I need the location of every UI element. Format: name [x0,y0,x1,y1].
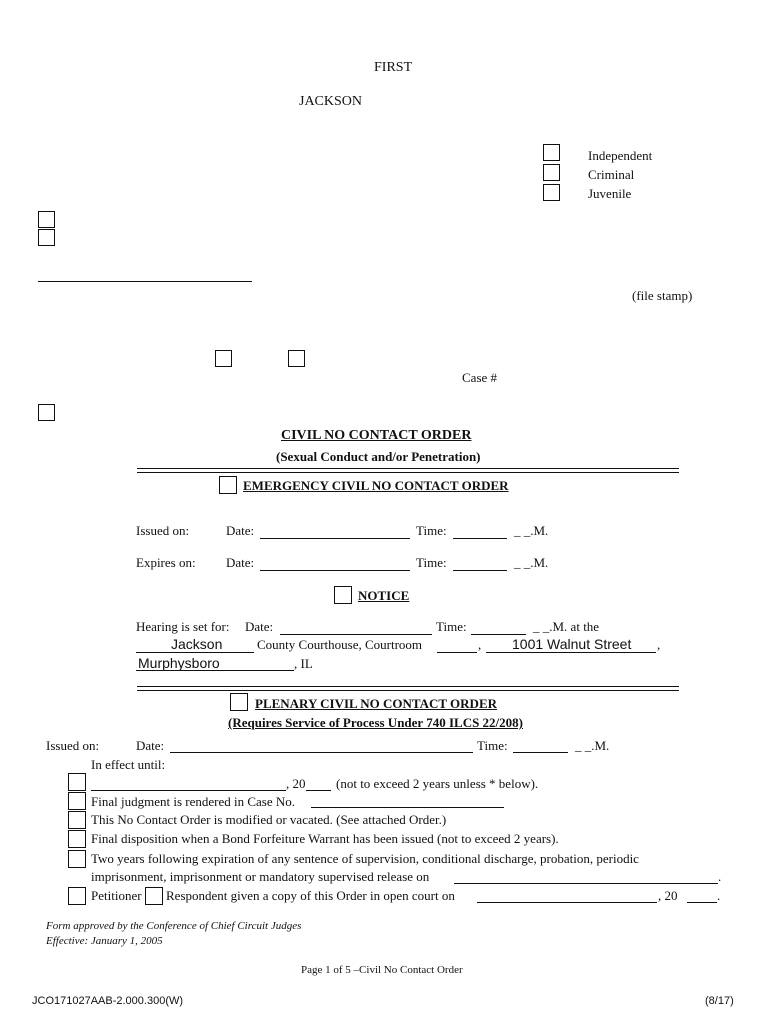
checkbox-party-b[interactable] [38,229,55,246]
form-revision: (8/17) [705,995,734,1007]
plenary-heading: PLENARY CIVIL NO CONTACT ORDER [255,696,497,711]
hearing-time-label: Time: [436,619,467,634]
file-stamp-label: (file stamp) [632,288,693,303]
emergency-expires-time-label: Time: [416,555,447,570]
checkbox-two-years[interactable] [68,850,86,868]
checkbox-independent[interactable] [543,144,560,161]
modified-text: This No Contact Order is modified or vacated. (See attached Order.) [91,812,447,827]
release-date-field[interactable] [454,883,718,884]
until-year-field[interactable] [306,790,331,791]
until-date-field[interactable] [91,790,286,791]
plenary-date-label: Date: [136,738,165,753]
plenary-time-label: Time: [477,738,508,753]
state-label: , IL [294,656,313,671]
emergency-expires-date-field[interactable] [260,570,410,571]
city-field[interactable]: Murphysboro [138,655,220,671]
emergency-issued-time-label: Time: [416,523,447,538]
section-divider-2 [137,686,679,691]
address-field-line[interactable] [486,652,656,653]
checkbox-modified[interactable] [68,811,86,829]
county-field-line[interactable] [136,652,254,653]
address-comma: , [657,637,661,652]
emergency-expires-ampm: _ _.M. [514,555,549,570]
copy-date-field[interactable] [477,902,657,903]
page-number: Page 1 of 5 –Civil No Contact Order [301,964,463,976]
checkbox-plenary[interactable] [230,693,248,711]
checkbox-until-date[interactable] [68,773,86,791]
page-subtitle: (Sexual Conduct and/or Penetration) [276,449,481,464]
checkbox-respondent-type[interactable] [288,350,305,367]
division-juvenile: Juvenile [588,186,632,201]
not-exceed-text: (not to exceed 2 years unless * below). [336,776,539,791]
copy-date-20: , 20 [658,888,678,903]
plenary-time-field[interactable] [513,752,568,753]
case-number-label: Case # [462,370,498,385]
checkbox-notice[interactable] [334,586,352,604]
respondent-copy-text: Respondent given a copy of this Order in open court on [166,888,455,903]
division-independent: Independent [588,148,653,163]
final-judgment-text: Final judgment is rendered in Case No. [91,794,295,809]
plenary-issued-label: Issued on: [46,738,100,753]
form-code: JCO171027AAB-2.000.300(W) [32,995,184,1007]
final-disposition-text: Final disposition when a Bond Forfeiture Warrant has been issued (not to exceed 2 years). [91,831,559,846]
checkbox-criminal[interactable] [543,164,560,181]
emergency-expires-time-field[interactable] [453,570,507,571]
hearing-time-field[interactable] [471,634,526,635]
courthouse-text: County Courthouse, Courtroom [257,637,423,652]
page-title: CIVIL NO CONTACT ORDER [281,428,472,443]
two-years-text-2: imprisonment, imprisonment or mandatory supervised release on [91,869,430,884]
checkbox-party-c[interactable] [38,404,55,421]
case-no-field[interactable] [311,807,504,808]
checkbox-party-a[interactable] [38,211,55,228]
hearing-date-field[interactable] [280,634,432,635]
address-field[interactable]: 1001 Walnut Street [512,636,632,652]
checkbox-juvenile[interactable] [543,184,560,201]
copy-period: . [717,888,721,903]
party-name-line[interactable] [38,281,252,282]
county-name: JACKSON [299,94,363,109]
form-effective: Effective: January 1, 2005 [46,935,163,947]
copy-year-field[interactable] [687,902,717,903]
section-divider [137,468,679,473]
division-criminal: Criminal [588,167,635,182]
emergency-issued-ampm: _ _.M. [514,523,549,538]
hearing-ampm: _ _.M. at the [533,619,600,634]
two-years-period: . [718,869,722,884]
emergency-issued-date-field[interactable] [260,538,410,539]
plenary-date-field[interactable] [170,752,473,753]
in-effect-label: In effect until: [91,757,166,772]
circuit-name: FIRST [374,60,413,75]
notice-heading: NOTICE [358,588,410,603]
checkbox-petitioner-type[interactable] [215,350,232,367]
emergency-expires-date-label: Date: [226,555,255,570]
checkbox-emergency[interactable] [219,476,237,494]
until-date-20: , 20 [286,776,306,791]
emergency-issued-date-label: Date: [226,523,255,538]
petitioner-label: Petitioner [91,888,142,903]
plenary-subheading: (Requires Service of Process Under 740 ILCS 22/208) [228,715,524,730]
checkbox-final-disposition[interactable] [68,830,86,848]
checkbox-final-judgment[interactable] [68,792,86,810]
emergency-expires-label: Expires on: [136,555,196,570]
courtroom-field[interactable] [437,652,477,653]
courtroom-comma: , [478,637,482,652]
plenary-ampm: _ _.M. [575,738,610,753]
emergency-issued-time-field[interactable] [453,538,507,539]
county-field[interactable]: Jackson [171,636,223,652]
emergency-heading: EMERGENCY CIVIL NO CONTACT ORDER [243,478,509,493]
checkbox-petitioner[interactable] [68,887,86,905]
two-years-text-1: Two years following expiration of any sentence of supervision, conditional discharge, probation, periodic [91,851,639,866]
hearing-date-label: Date: [245,619,274,634]
emergency-issued-label: Issued on: [136,523,190,538]
hearing-label: Hearing is set for: [136,619,230,634]
checkbox-respondent[interactable] [145,887,163,905]
form-approved: Form approved by the Conference of Chief Circuit Judges [46,920,302,932]
